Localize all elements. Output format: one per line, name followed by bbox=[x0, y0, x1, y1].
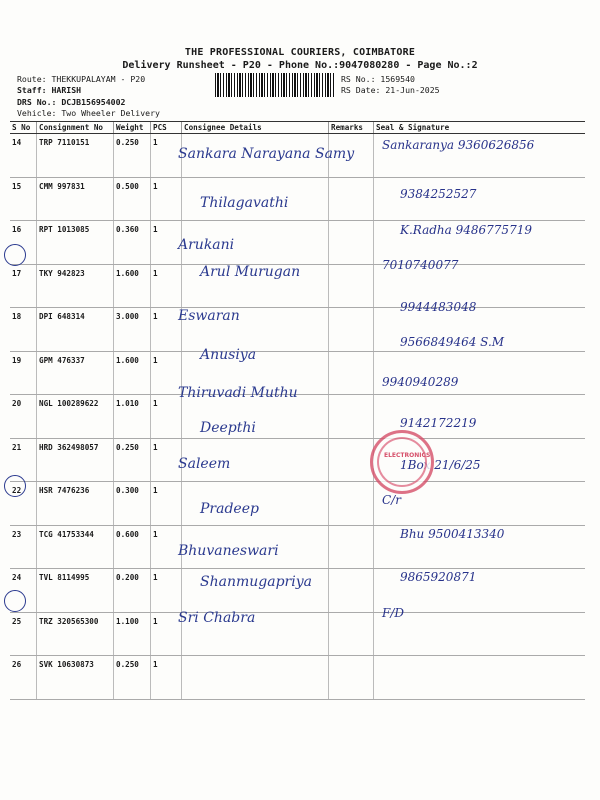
handwritten-signature: 9142172219 bbox=[400, 415, 477, 430]
cell-weight: 0.500 bbox=[114, 177, 151, 221]
cell-consignment: DPI 648314 bbox=[37, 308, 114, 352]
cell-sno: 25 bbox=[10, 612, 37, 656]
rs-date: RS Date: 21-Jun-2025 bbox=[341, 85, 440, 95]
table-row bbox=[10, 438, 585, 482]
cell-remarks bbox=[329, 438, 374, 482]
runsheet-title: THE PROFESSIONAL COURIERS, COIMBATORE bbox=[184, 47, 416, 58]
cell-consignment: RPT 1013085 bbox=[37, 221, 114, 265]
cell-consignment: CMM 997831 bbox=[37, 177, 114, 221]
cell-pcs: 1 bbox=[151, 438, 182, 482]
col-signature: Seal & Signature bbox=[374, 122, 586, 134]
handwritten-consignee-name: Pradeep bbox=[200, 500, 259, 517]
cell-sno: 16 bbox=[10, 221, 37, 265]
cell-consignment: SVK 10630873 bbox=[37, 656, 114, 700]
cell-consignee bbox=[182, 656, 329, 700]
cell-consignment: TVL 8114995 bbox=[37, 569, 114, 613]
table-header-row bbox=[10, 122, 585, 134]
cell-weight: 1.600 bbox=[114, 351, 151, 395]
cell-sno: 18 bbox=[10, 308, 37, 352]
cell-sno: 24 bbox=[10, 569, 37, 613]
handwritten-consignee-name: Shanmugapriya bbox=[200, 573, 312, 590]
table-row bbox=[10, 482, 585, 526]
cell-consignment: TKY 942823 bbox=[37, 264, 114, 308]
table-row bbox=[10, 395, 585, 439]
cell-pcs: 1 bbox=[151, 569, 182, 613]
circle-mark-23 bbox=[4, 475, 26, 497]
cell-remarks bbox=[329, 656, 374, 700]
handwritten-consignee-name: Saleem bbox=[178, 456, 231, 472]
cell-remarks bbox=[329, 308, 374, 352]
handwritten-signature: F/D bbox=[382, 606, 404, 620]
circle-mark-17 bbox=[4, 244, 26, 266]
cell-remarks bbox=[329, 351, 374, 395]
cell-pcs: 1 bbox=[151, 134, 182, 178]
table-row bbox=[10, 612, 585, 656]
cell-pcs: 1 bbox=[151, 221, 182, 265]
barcode bbox=[215, 73, 335, 97]
handwritten-signature: 9566849464 S.M bbox=[400, 334, 505, 349]
handwritten-signature: Bhu 9500413340 bbox=[400, 527, 505, 541]
col-remarks: Remarks bbox=[329, 122, 374, 134]
cell-pcs: 1 bbox=[151, 525, 182, 569]
cell-weight: 0.200 bbox=[114, 569, 151, 613]
handwritten-consignee-name: Sankara Narayana Samy bbox=[178, 146, 355, 162]
circle-mark-26 bbox=[4, 590, 26, 612]
cell-remarks bbox=[329, 221, 374, 265]
vehicle-info: Vehicle: Two Wheeler Delivery bbox=[17, 108, 160, 118]
cell-remarks bbox=[329, 264, 374, 308]
col-pcs: PCS bbox=[151, 122, 182, 134]
cell-weight: 1.600 bbox=[114, 264, 151, 308]
col-weight: Weight bbox=[114, 122, 151, 134]
cell-remarks bbox=[329, 482, 374, 526]
cell-weight: 0.250 bbox=[114, 438, 151, 482]
cell-consignment: HRD 362498057 bbox=[37, 438, 114, 482]
cell-consignment: NGL 100289622 bbox=[37, 395, 114, 439]
handwritten-signature: 9384252527 bbox=[400, 186, 477, 201]
cell-pcs: 1 bbox=[151, 351, 182, 395]
cell-weight: 0.360 bbox=[114, 221, 151, 265]
handwritten-consignee-name: Thiruvadi Muthu bbox=[178, 385, 298, 401]
cell-sno: 15 bbox=[10, 177, 37, 221]
col-consignment: Consignment No bbox=[37, 122, 114, 134]
cell-pcs: 1 bbox=[151, 656, 182, 700]
cell-consignment: TRP 7110151 bbox=[37, 134, 114, 178]
runsheet-subtitle: Delivery Runsheet - P20 - Phone No.:9047080280 - Page No.:2 bbox=[122, 60, 478, 71]
cell-sno: 23 bbox=[10, 525, 37, 569]
handwritten-signature: Sankaranya 9360626856 bbox=[382, 138, 535, 152]
cell-weight: 0.250 bbox=[114, 134, 151, 178]
cell-sno: 21 bbox=[10, 438, 37, 482]
cell-remarks bbox=[329, 177, 374, 221]
handwritten-consignee-name: Thilagavathi bbox=[200, 194, 289, 211]
handwritten-consignee-name: Sri Chabra bbox=[178, 610, 256, 626]
delivery-table bbox=[10, 121, 585, 700]
cell-weight: 3.000 bbox=[114, 308, 151, 352]
cell-signature bbox=[374, 656, 586, 700]
rs-number: RS No.: 1569540 bbox=[341, 74, 415, 84]
cell-pcs: 1 bbox=[151, 264, 182, 308]
handwritten-consignee-name: Arukani bbox=[178, 237, 235, 253]
handwritten-signature: 1Box 21/6/25 bbox=[400, 458, 481, 472]
cell-weight: 0.600 bbox=[114, 525, 151, 569]
cell-remarks bbox=[329, 612, 374, 656]
cell-weight: 1.010 bbox=[114, 395, 151, 439]
cell-sno: 17 bbox=[10, 264, 37, 308]
cell-consignment: TCG 41753344 bbox=[37, 525, 114, 569]
table-row bbox=[10, 177, 585, 221]
handwritten-signature: K.Radha 9486775719 bbox=[400, 223, 532, 237]
stamp-text: ELECTRONICS bbox=[384, 452, 431, 459]
table-row bbox=[10, 656, 585, 700]
cell-consignment: TRZ 320565300 bbox=[37, 612, 114, 656]
cell-consignment: HSR 7476236 bbox=[37, 482, 114, 526]
handwritten-consignee-name: Eswaran bbox=[178, 308, 240, 324]
cell-pcs: 1 bbox=[151, 395, 182, 439]
cell-sno: 26 bbox=[10, 656, 37, 700]
cell-remarks bbox=[329, 395, 374, 439]
cell-sno: 14 bbox=[10, 134, 37, 178]
route-info: Route: THEKKUPALAYAM - P20 bbox=[17, 74, 146, 84]
handwritten-consignee-name: Deepthi bbox=[200, 419, 256, 436]
cell-sno: 20 bbox=[10, 395, 37, 439]
handwritten-signature: 9865920871 bbox=[400, 569, 477, 584]
cell-weight: 1.100 bbox=[114, 612, 151, 656]
cell-weight: 0.250 bbox=[114, 656, 151, 700]
handwritten-signature: 7010740077 bbox=[382, 257, 459, 272]
cell-consignment: GPM 476337 bbox=[37, 351, 114, 395]
handwritten-signature: 9944483048 bbox=[400, 300, 477, 314]
cell-remarks bbox=[329, 569, 374, 613]
cell-pcs: 1 bbox=[151, 177, 182, 221]
cell-weight: 0.300 bbox=[114, 482, 151, 526]
cell-remarks bbox=[329, 525, 374, 569]
handwritten-signature: 9940940289 bbox=[382, 375, 459, 389]
cell-sno: 19 bbox=[10, 351, 37, 395]
col-consignee: Consignee Details bbox=[182, 122, 329, 134]
col-sno: S No bbox=[10, 122, 37, 134]
cell-pcs: 1 bbox=[151, 308, 182, 352]
drs-number: DRS No.: DCJB156954002 bbox=[17, 97, 126, 107]
handwritten-consignee-name: Arul Murugan bbox=[200, 263, 301, 280]
handwritten-signature: C/r bbox=[382, 492, 401, 507]
handwritten-consignee-name: Bhuvaneswari bbox=[178, 543, 279, 559]
cell-pcs: 1 bbox=[151, 482, 182, 526]
cell-sno: 22 bbox=[10, 482, 37, 526]
cell-signature bbox=[374, 612, 586, 656]
staff-info: Staff: HARISH bbox=[17, 85, 82, 95]
handwritten-consignee-name: Anusiya bbox=[200, 346, 257, 363]
cell-pcs: 1 bbox=[151, 612, 182, 656]
